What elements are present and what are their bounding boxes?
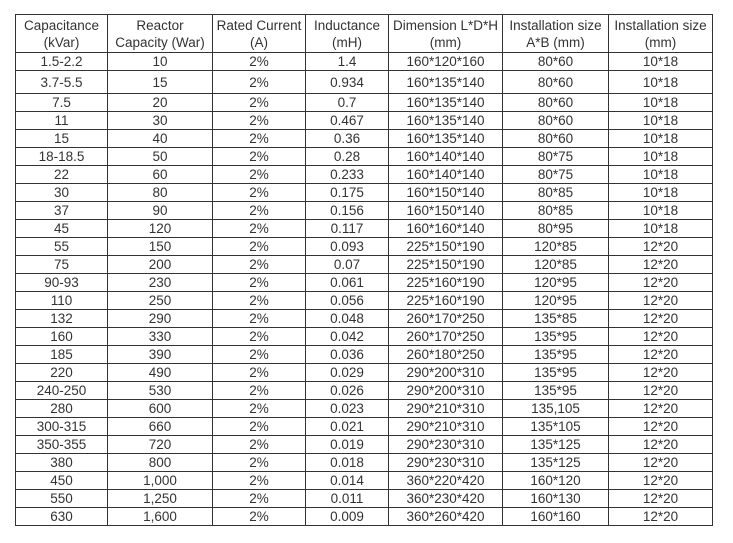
cell-installation-size-ab: 80*75 — [503, 166, 609, 184]
cell-rated-current: 2% — [213, 71, 306, 94]
cell-reactor-capacity: 90 — [108, 202, 213, 220]
table-row — [16, 274, 713, 292]
cell-reactor-capacity: 30 — [108, 112, 213, 130]
cell-capacitance: 630 — [16, 508, 108, 526]
cell-reactor-capacity: 530 — [108, 382, 213, 400]
cell-installation-size-ab: 80*75 — [503, 148, 609, 166]
cell-dimension: 290*210*310 — [389, 400, 503, 418]
header-line: Dimension L*D*H — [392, 17, 499, 33]
cell-inductance: 0.029 — [306, 364, 389, 382]
cell-dimension: 290*230*310 — [389, 436, 503, 454]
cell-dimension: 225*150*190 — [389, 256, 503, 274]
cell-rated-current: 2% — [213, 328, 306, 346]
cell-capacitance: 1.5-2.2 — [16, 53, 108, 71]
cell-dimension: 225*160*190 — [389, 274, 503, 292]
cell-inductance: 0.233 — [306, 166, 389, 184]
header-row — [16, 15, 713, 53]
cell-inductance: 0.36 — [306, 130, 389, 148]
cell-reactor-capacity: 800 — [108, 454, 213, 472]
header-line: (kVar) — [43, 34, 80, 50]
cell-dimension: 225*150*190 — [389, 238, 503, 256]
cell-rated-current: 2% — [213, 364, 306, 382]
cell-installation-size: 10*18 — [609, 202, 713, 220]
cell-installation-size-ab: 120*85 — [503, 238, 609, 256]
table-row — [16, 346, 713, 364]
cell-reactor-capacity: 250 — [108, 292, 213, 310]
cell-installation-size: 10*18 — [609, 71, 713, 94]
cell-inductance: 0.018 — [306, 454, 389, 472]
header-rated-current — [213, 15, 306, 53]
cell-reactor-capacity: 50 — [108, 148, 213, 166]
cell-reactor-capacity: 40 — [108, 130, 213, 148]
cell-capacitance: 7.5 — [16, 94, 108, 112]
table-body — [16, 53, 713, 526]
cell-inductance: 0.093 — [306, 238, 389, 256]
header-installation-size — [609, 15, 713, 53]
cell-capacitance: 185 — [16, 346, 108, 364]
cell-installation-size-ab: 135*95 — [503, 382, 609, 400]
cell-installation-size-ab: 80*60 — [503, 112, 609, 130]
table-row — [16, 454, 713, 472]
cell-capacitance: 90-93 — [16, 274, 108, 292]
cell-rated-current: 2% — [213, 418, 306, 436]
cell-dimension: 160*160*140 — [389, 220, 503, 238]
cell-capacitance: 15 — [16, 130, 108, 148]
cell-installation-size-ab: 160*120 — [503, 472, 609, 490]
cell-inductance: 0.061 — [306, 274, 389, 292]
cell-installation-size: 12*20 — [609, 382, 713, 400]
cell-installation-size-ab: 80*60 — [503, 94, 609, 112]
cell-inductance: 0.021 — [306, 418, 389, 436]
cell-installation-size: 12*20 — [609, 436, 713, 454]
header-line: A*B (mm) — [526, 34, 585, 50]
cell-rated-current: 2% — [213, 148, 306, 166]
cell-installation-size: 10*18 — [609, 94, 713, 112]
cell-reactor-capacity: 1,000 — [108, 472, 213, 490]
table-row — [16, 220, 713, 238]
cell-dimension: 160*150*140 — [389, 202, 503, 220]
cell-rated-current: 2% — [213, 274, 306, 292]
cell-rated-current: 2% — [213, 454, 306, 472]
cell-installation-size: 12*20 — [609, 400, 713, 418]
cell-dimension: 160*135*140 — [389, 71, 503, 94]
cell-dimension: 260*170*250 — [389, 310, 503, 328]
cell-installation-size: 12*20 — [609, 364, 713, 382]
cell-installation-size-ab: 135*125 — [503, 436, 609, 454]
cell-inductance: 0.07 — [306, 256, 389, 274]
cell-capacitance: 240-250 — [16, 382, 108, 400]
table-row — [16, 53, 713, 71]
table-row — [16, 472, 713, 490]
cell-dimension: 360*260*420 — [389, 508, 503, 526]
header-line: Capacitance — [23, 17, 100, 33]
cell-capacitance: 11 — [16, 112, 108, 130]
header-line: (mm) — [644, 34, 677, 50]
cell-installation-size-ab: 160*160 — [503, 508, 609, 526]
cell-capacitance: 110 — [16, 292, 108, 310]
table-row — [16, 184, 713, 202]
cell-inductance: 0.026 — [306, 382, 389, 400]
cell-dimension: 260*180*250 — [389, 346, 503, 364]
cell-rated-current: 2% — [213, 400, 306, 418]
table-row — [16, 71, 713, 94]
cell-reactor-capacity: 120 — [108, 220, 213, 238]
header-installation-size-ab — [503, 15, 609, 53]
cell-dimension: 160*150*140 — [389, 184, 503, 202]
cell-inductance: 0.28 — [306, 148, 389, 166]
header-capacitance — [16, 15, 108, 53]
table-row — [16, 382, 713, 400]
cell-rated-current: 2% — [213, 490, 306, 508]
table-row — [16, 400, 713, 418]
table-row — [16, 490, 713, 508]
cell-reactor-capacity: 10 — [108, 53, 213, 71]
cell-rated-current: 2% — [213, 238, 306, 256]
cell-capacitance: 350-355 — [16, 436, 108, 454]
cell-capacitance: 37 — [16, 202, 108, 220]
cell-reactor-capacity: 490 — [108, 364, 213, 382]
table-row — [16, 418, 713, 436]
cell-inductance: 1.4 — [306, 53, 389, 71]
header-line: (A) — [250, 34, 268, 50]
cell-installation-size: 12*20 — [609, 508, 713, 526]
table-row — [16, 256, 713, 274]
table-row — [16, 202, 713, 220]
table-row — [16, 328, 713, 346]
header-reactor-capacity — [108, 15, 213, 53]
cell-installation-size: 12*20 — [609, 310, 713, 328]
cell-reactor-capacity: 330 — [108, 328, 213, 346]
cell-capacitance: 55 — [16, 238, 108, 256]
cell-installation-size-ab: 135*95 — [503, 364, 609, 382]
cell-installation-size: 12*20 — [609, 274, 713, 292]
cell-rated-current: 2% — [213, 184, 306, 202]
cell-rated-current: 2% — [213, 436, 306, 454]
cell-installation-size: 12*20 — [609, 256, 713, 274]
reactor-spec-table — [15, 14, 713, 526]
header-line: Reactor — [136, 17, 184, 33]
cell-installation-size-ab: 120*95 — [503, 274, 609, 292]
cell-installation-size-ab: 80*85 — [503, 202, 609, 220]
cell-capacitance: 22 — [16, 166, 108, 184]
cell-reactor-capacity: 200 — [108, 256, 213, 274]
cell-capacitance: 45 — [16, 220, 108, 238]
cell-dimension: 160*135*140 — [389, 94, 503, 112]
cell-dimension: 290*200*310 — [389, 382, 503, 400]
cell-inductance: 0.014 — [306, 472, 389, 490]
cell-installation-size-ab: 160*130 — [503, 490, 609, 508]
cell-dimension: 260*170*250 — [389, 328, 503, 346]
cell-installation-size: 10*18 — [609, 220, 713, 238]
cell-installation-size-ab: 80*60 — [503, 130, 609, 148]
cell-installation-size-ab: 135*105 — [503, 418, 609, 436]
header-line: (mm) — [429, 34, 462, 50]
cell-capacitance: 18-18.5 — [16, 148, 108, 166]
cell-installation-size: 12*20 — [609, 490, 713, 508]
cell-rated-current: 2% — [213, 166, 306, 184]
cell-installation-size: 10*18 — [609, 166, 713, 184]
cell-inductance: 0.934 — [306, 71, 389, 94]
table-row — [16, 508, 713, 526]
cell-installation-size-ab: 135*95 — [503, 346, 609, 364]
cell-capacitance: 300-315 — [16, 418, 108, 436]
cell-installation-size-ab: 80*60 — [503, 53, 609, 71]
cell-installation-size-ab: 120*95 — [503, 292, 609, 310]
cell-reactor-capacity: 600 — [108, 400, 213, 418]
header-dimension — [389, 15, 503, 53]
cell-reactor-capacity: 150 — [108, 238, 213, 256]
cell-capacitance: 280 — [16, 400, 108, 418]
cell-capacitance: 30 — [16, 184, 108, 202]
cell-dimension: 160*135*140 — [389, 130, 503, 148]
cell-reactor-capacity: 290 — [108, 310, 213, 328]
cell-rated-current: 2% — [213, 382, 306, 400]
cell-capacitance: 550 — [16, 490, 108, 508]
cell-installation-size: 10*18 — [609, 130, 713, 148]
table-row — [16, 166, 713, 184]
cell-installation-size: 10*18 — [609, 53, 713, 71]
cell-reactor-capacity: 20 — [108, 94, 213, 112]
cell-dimension: 160*140*140 — [389, 166, 503, 184]
cell-dimension: 225*160*190 — [389, 292, 503, 310]
table-row — [16, 238, 713, 256]
cell-installation-size: 10*18 — [609, 112, 713, 130]
cell-dimension: 160*135*140 — [389, 112, 503, 130]
cell-installation-size-ab: 120*85 — [503, 256, 609, 274]
cell-inductance: 0.011 — [306, 490, 389, 508]
cell-dimension: 290*230*310 — [389, 454, 503, 472]
cell-installation-size-ab: 135*95 — [503, 328, 609, 346]
cell-installation-size: 12*20 — [609, 346, 713, 364]
cell-installation-size-ab: 135,105 — [503, 400, 609, 418]
cell-reactor-capacity: 1,600 — [108, 508, 213, 526]
cell-rated-current: 2% — [213, 346, 306, 364]
cell-inductance: 0.467 — [306, 112, 389, 130]
cell-dimension: 290*200*310 — [389, 364, 503, 382]
header-line: Installation size — [509, 17, 602, 33]
cell-rated-current: 2% — [213, 472, 306, 490]
cell-inductance: 0.7 — [306, 94, 389, 112]
cell-dimension: 290*210*310 — [389, 418, 503, 436]
cell-reactor-capacity: 660 — [108, 418, 213, 436]
cell-capacitance: 380 — [16, 454, 108, 472]
cell-dimension: 160*140*140 — [389, 148, 503, 166]
cell-inductance: 0.156 — [306, 202, 389, 220]
cell-inductance: 0.175 — [306, 184, 389, 202]
cell-dimension: 360*230*420 — [389, 490, 503, 508]
cell-inductance: 0.056 — [306, 292, 389, 310]
cell-inductance: 0.036 — [306, 346, 389, 364]
cell-rated-current: 2% — [213, 130, 306, 148]
cell-capacitance: 132 — [16, 310, 108, 328]
cell-reactor-capacity: 230 — [108, 274, 213, 292]
cell-inductance: 0.023 — [306, 400, 389, 418]
table-row — [16, 148, 713, 166]
header-line: Rated Current — [216, 17, 302, 33]
cell-reactor-capacity: 720 — [108, 436, 213, 454]
cell-rated-current: 2% — [213, 508, 306, 526]
cell-installation-size-ab: 80*85 — [503, 184, 609, 202]
cell-inductance: 0.009 — [306, 508, 389, 526]
cell-rated-current: 2% — [213, 112, 306, 130]
cell-capacitance: 160 — [16, 328, 108, 346]
cell-reactor-capacity: 80 — [108, 184, 213, 202]
cell-reactor-capacity: 15 — [108, 71, 213, 94]
cell-reactor-capacity: 1,250 — [108, 490, 213, 508]
cell-rated-current: 2% — [213, 53, 306, 71]
header-line: Capacity (War) — [115, 34, 205, 50]
table-row — [16, 130, 713, 148]
cell-inductance: 0.042 — [306, 328, 389, 346]
cell-installation-size-ab: 80*95 — [503, 220, 609, 238]
cell-installation-size: 10*18 — [609, 148, 713, 166]
table-row — [16, 292, 713, 310]
cell-installation-size: 12*20 — [609, 328, 713, 346]
cell-installation-size: 12*20 — [609, 454, 713, 472]
header-line: Installation size — [614, 17, 707, 33]
table-row — [16, 94, 713, 112]
cell-installation-size: 12*20 — [609, 238, 713, 256]
cell-dimension: 360*220*420 — [389, 472, 503, 490]
cell-dimension: 160*120*160 — [389, 53, 503, 71]
cell-rated-current: 2% — [213, 94, 306, 112]
cell-capacitance: 450 — [16, 472, 108, 490]
cell-rated-current: 2% — [213, 202, 306, 220]
cell-installation-size-ab: 135*125 — [503, 454, 609, 472]
cell-rated-current: 2% — [213, 310, 306, 328]
cell-capacitance: 220 — [16, 364, 108, 382]
cell-reactor-capacity: 60 — [108, 166, 213, 184]
spec-table-container — [15, 14, 713, 526]
cell-inductance: 0.048 — [306, 310, 389, 328]
cell-rated-current: 2% — [213, 220, 306, 238]
header-inductance — [306, 15, 389, 53]
header-line: Inductance — [313, 17, 381, 33]
table-row — [16, 364, 713, 382]
cell-installation-size: 10*18 — [609, 184, 713, 202]
cell-reactor-capacity: 390 — [108, 346, 213, 364]
cell-capacitance: 3.7-5.5 — [16, 71, 108, 94]
cell-installation-size: 12*20 — [609, 418, 713, 436]
table-row — [16, 436, 713, 454]
header-line: (mH) — [332, 34, 362, 50]
cell-installation-size: 12*20 — [609, 292, 713, 310]
table-row — [16, 310, 713, 328]
cell-rated-current: 2% — [213, 256, 306, 274]
table-row — [16, 112, 713, 130]
cell-inductance: 0.019 — [306, 436, 389, 454]
cell-installation-size: 12*20 — [609, 472, 713, 490]
cell-rated-current: 2% — [213, 292, 306, 310]
cell-installation-size-ab: 135*85 — [503, 310, 609, 328]
cell-capacitance: 75 — [16, 256, 108, 274]
cell-installation-size-ab: 80*60 — [503, 71, 609, 94]
cell-inductance: 0.117 — [306, 220, 389, 238]
